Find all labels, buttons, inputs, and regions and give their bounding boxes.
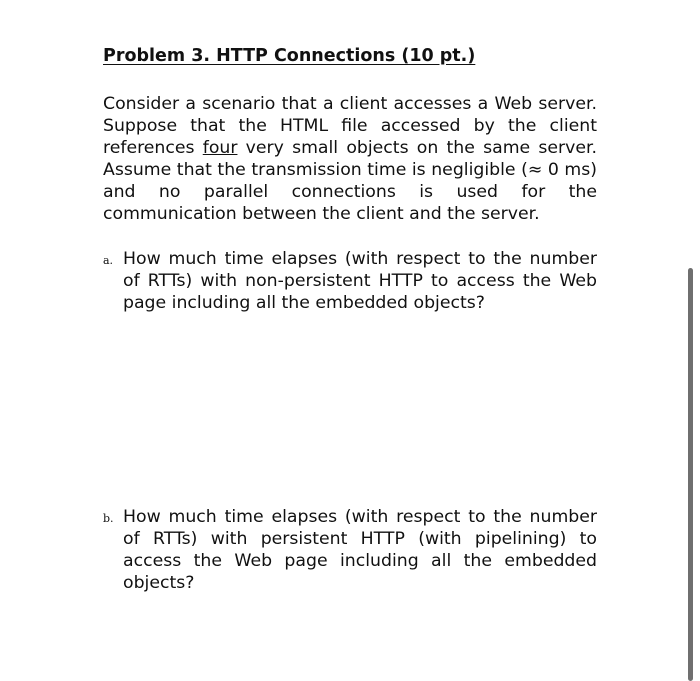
question-a xyxy=(103,248,597,314)
question-a-text: How much time elapses (with respect to the number of RTTs) with non-persistent HTTP to access the Web page including all the embedded objects? xyxy=(123,249,597,313)
vertical-scrollbar[interactable] xyxy=(688,268,693,681)
intro-text-end: very small objects on the same server. Assume that the transmission time is negligible (≈ 0 ms) and no parallel connections is used for the communication between the client and the server. xyxy=(103,138,597,224)
problem-title: Problem 3. HTTP Connections (10 pt.) xyxy=(103,46,476,66)
question-b-text: How much time elapses (with respect to the number of RTTs) with persistent HTTP (with pipelining) to access the Web page including all the embedded objects? xyxy=(123,507,597,593)
problem-intro xyxy=(103,93,597,225)
intro-underlined-word: four xyxy=(202,138,238,158)
intro-text-start: Consider a scenario that a client accesses a Web server. Suppose that the HTML file accessed by the client references xyxy=(103,94,597,158)
question-b xyxy=(103,506,597,594)
question-a-marker: a. xyxy=(103,254,114,267)
question-b-marker: b. xyxy=(103,512,114,525)
